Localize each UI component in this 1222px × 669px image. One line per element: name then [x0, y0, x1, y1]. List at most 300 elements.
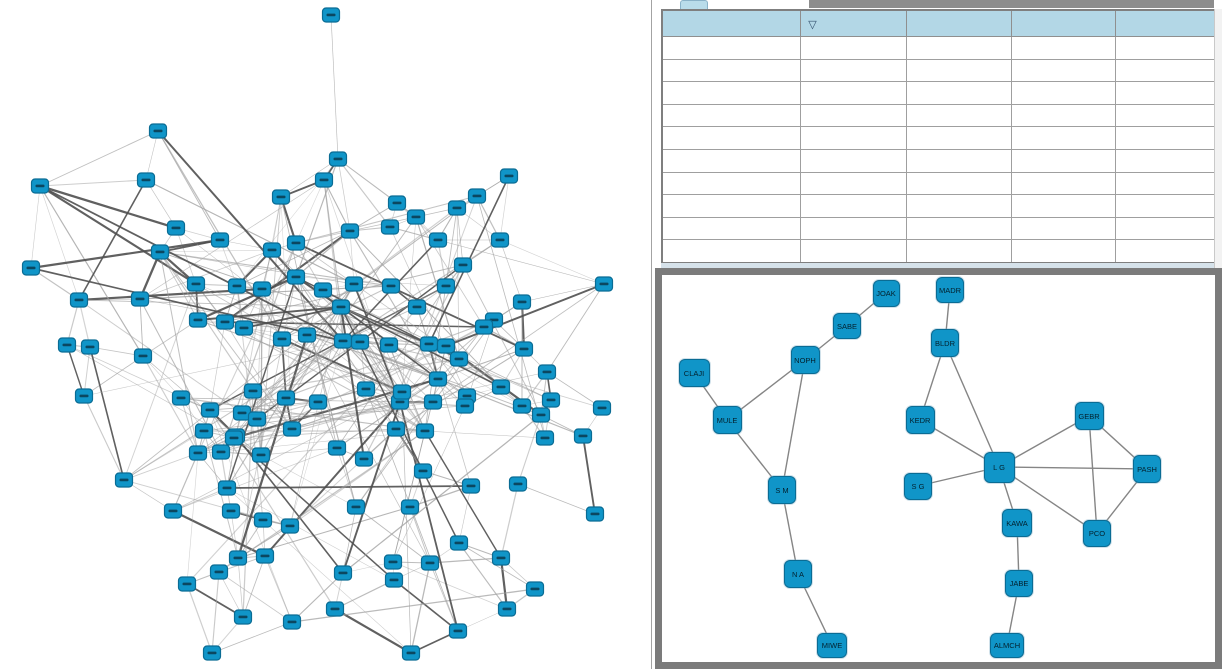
node-label-smudge	[258, 288, 267, 291]
overview-node[interactable]	[255, 513, 272, 527]
overview-node[interactable]	[501, 169, 518, 183]
node-label-smudge	[288, 621, 297, 624]
cell-value[interactable]	[801, 195, 907, 218]
overview-node[interactable]	[469, 189, 486, 203]
node-label-smudge	[156, 251, 165, 254]
cell-value[interactable]	[907, 217, 1012, 240]
cell-value[interactable]	[801, 127, 907, 150]
node-label-smudge	[86, 346, 95, 349]
overview-node[interactable]	[212, 233, 229, 247]
overview-node[interactable]	[335, 566, 352, 580]
detail-node-noph[interactable]	[791, 346, 820, 374]
detail-node-label: PASH	[1137, 464, 1157, 474]
detail-node-label: SABE	[836, 321, 857, 331]
column-header-end-point[interactable]	[1011, 10, 1115, 37]
table-row[interactable]	[662, 149, 1221, 172]
node-label-smudge	[514, 483, 523, 486]
overview-node[interactable]	[190, 313, 207, 327]
overview-node[interactable]	[389, 196, 406, 210]
filter-funnel-icon[interactable]: ▽	[808, 19, 817, 31]
overview-node[interactable]	[493, 551, 510, 565]
node-label-smudge	[288, 428, 297, 431]
overview-node[interactable]	[235, 610, 252, 624]
overview-node[interactable]	[457, 399, 474, 413]
table-header	[662, 10, 1221, 37]
cell-value[interactable]	[1011, 104, 1115, 127]
overview-node[interactable]	[422, 556, 439, 570]
overview-node[interactable]	[288, 270, 305, 284]
cell-shared-name[interactable]	[662, 59, 801, 82]
detail-node-madr[interactable]	[936, 277, 964, 303]
overview-node[interactable]	[179, 577, 196, 591]
overview-node[interactable]	[451, 536, 468, 550]
cell-value[interactable]	[801, 59, 907, 82]
node-label-smudge	[206, 409, 215, 412]
overview-edges	[31, 15, 604, 653]
overview-node[interactable]	[219, 481, 236, 495]
node-label-smudge	[319, 289, 328, 292]
overview-node[interactable]	[253, 448, 270, 462]
cell-shared-name[interactable]	[662, 127, 801, 150]
cell-value[interactable]	[907, 104, 1012, 127]
node-label-smudge	[442, 345, 451, 348]
node-label-smudge	[277, 196, 286, 199]
detail-node-almch[interactable]	[990, 633, 1024, 658]
detail-node-gebr[interactable]	[1075, 402, 1104, 430]
overview-node[interactable]	[59, 338, 76, 352]
detail-edge-NOPH-S M	[782, 360, 805, 490]
node-label-smudge	[27, 267, 36, 270]
node-label-smudge	[461, 405, 470, 408]
detail-node-bldr[interactable]	[931, 329, 959, 357]
node-label-smudge	[63, 344, 72, 347]
node-label-smudge	[278, 338, 287, 341]
detail-node-label: KAWA	[1006, 518, 1028, 528]
cell-value[interactable]	[801, 82, 907, 105]
overview-node[interactable]	[455, 258, 472, 272]
overview-node[interactable]	[382, 220, 399, 234]
detail-node-n-a[interactable]	[784, 560, 812, 588]
node-label-smudge	[339, 340, 348, 343]
toolbar-tab-fragment[interactable]	[680, 0, 708, 9]
overview-node[interactable]	[211, 565, 228, 579]
node-label-smudge	[194, 319, 203, 322]
overview-node[interactable]	[299, 328, 316, 342]
node-label-smudge	[598, 407, 607, 410]
overview-node[interactable]	[190, 446, 207, 460]
cell-value[interactable]	[1011, 59, 1115, 82]
detail-node-s-g[interactable]	[904, 473, 932, 500]
node-label-smudge	[396, 401, 405, 404]
overview-node[interactable]	[543, 393, 560, 407]
detail-node-pco[interactable]	[1083, 520, 1111, 547]
node-label-smudge	[320, 179, 329, 182]
node-label-smudge	[200, 430, 209, 433]
detail-node-sabe[interactable]	[833, 313, 861, 339]
overview-node[interactable]	[352, 335, 369, 349]
overview-node[interactable]	[514, 295, 531, 309]
overview-node[interactable]	[71, 293, 88, 307]
overview-node[interactable]	[168, 221, 185, 235]
overview-node[interactable]	[327, 602, 344, 616]
cell-value[interactable]	[1115, 37, 1221, 60]
cell-value[interactable]	[907, 59, 1012, 82]
cell-value[interactable]	[801, 37, 907, 60]
detail-node-label: MULE	[716, 415, 738, 425]
detail-node-jabe[interactable]	[1005, 570, 1033, 597]
overview-node[interactable]	[430, 372, 447, 386]
cell-value[interactable]	[1115, 127, 1221, 150]
overview-node[interactable]	[284, 615, 301, 629]
node-label-smudge	[434, 378, 443, 381]
detail-node-kawa[interactable]	[1002, 509, 1032, 537]
overview-node[interactable]	[425, 395, 442, 409]
overview-node[interactable]	[335, 334, 352, 348]
cell-value[interactable]	[1011, 240, 1115, 263]
overview-node[interactable]	[213, 445, 230, 459]
cell-value[interactable]	[907, 149, 1012, 172]
overview-node[interactable]	[135, 349, 152, 363]
node-label-smudge	[531, 588, 540, 591]
table-header-row	[662, 10, 1221, 37]
detail-node-claji[interactable]	[679, 359, 710, 387]
overview-node[interactable]	[138, 173, 155, 187]
overview-node[interactable]	[329, 441, 346, 455]
overview-node[interactable]	[245, 384, 262, 398]
table-toolbar-fragment	[659, 0, 1222, 9]
node-label-smudge	[385, 344, 394, 347]
cell-value[interactable]	[1115, 240, 1221, 263]
detail-node-label: MIWE	[821, 640, 843, 650]
overview-node[interactable]	[492, 233, 509, 247]
overview-node[interactable]	[257, 549, 274, 563]
detail-node-label: PCO	[1088, 528, 1106, 538]
cell-value[interactable]	[1115, 172, 1221, 195]
overview-node[interactable]	[202, 403, 219, 417]
node-label-smudge	[455, 358, 464, 361]
overview-node[interactable]	[288, 236, 305, 250]
node-label-smudge	[455, 542, 464, 545]
node-label-smudge	[406, 506, 415, 509]
overview-node[interactable]	[356, 452, 373, 466]
cell-shared-name[interactable]	[662, 240, 801, 263]
table-row[interactable]	[662, 82, 1221, 105]
overview-node[interactable]	[165, 504, 182, 518]
node-label-smudge	[387, 285, 396, 288]
node-label-smudge	[407, 652, 416, 655]
node-label-smudge	[454, 630, 463, 633]
overview-node[interactable]	[217, 315, 234, 329]
cell-shared-name[interactable]	[662, 172, 801, 195]
detail-node-label: NOPH	[794, 355, 816, 365]
cell-value[interactable]	[1011, 37, 1115, 60]
detail-node-label: MADR	[938, 285, 962, 295]
overview-node[interactable]	[342, 224, 359, 238]
overview-node[interactable]	[594, 401, 611, 415]
overview-node[interactable]	[333, 300, 350, 314]
cell-value[interactable]	[1115, 104, 1221, 127]
cell-value[interactable]	[907, 82, 1012, 105]
node-label-smudge	[230, 437, 239, 440]
node-label-smudge	[547, 399, 556, 402]
overview-node[interactable]	[421, 337, 438, 351]
overview-node[interactable]	[516, 342, 533, 356]
overview-node[interactable]	[493, 380, 510, 394]
cell-value[interactable]	[801, 172, 907, 195]
overview-node[interactable]	[282, 519, 299, 533]
node-label-smudge	[434, 239, 443, 242]
overview-node[interactable]	[430, 233, 447, 247]
overview-node[interactable]	[150, 124, 167, 138]
overview-node[interactable]	[274, 332, 291, 346]
column-header-chrom-[interactable]	[801, 10, 907, 37]
cell-value[interactable]	[1011, 149, 1115, 172]
cell-value[interactable]	[907, 37, 1012, 60]
column-header-shared-name[interactable]	[662, 10, 801, 37]
cell-value[interactable]	[1011, 127, 1115, 150]
cell-shared-name[interactable]	[662, 149, 801, 172]
overview-node[interactable]	[381, 338, 398, 352]
node-label-smudge	[600, 283, 609, 286]
cell-value[interactable]	[1115, 149, 1221, 172]
cell-value[interactable]	[801, 104, 907, 127]
cell-value[interactable]	[1011, 195, 1115, 218]
overview-node[interactable]	[537, 431, 554, 445]
overview-node[interactable]	[403, 646, 420, 660]
overview-node[interactable]	[514, 399, 531, 413]
node-label-smudge	[169, 510, 178, 513]
node-label-smudge	[177, 397, 186, 400]
overview-node[interactable]	[451, 352, 468, 366]
node-label-smudge	[453, 207, 462, 210]
overview-node[interactable]	[173, 391, 190, 405]
cell-shared-name[interactable]	[662, 82, 801, 105]
node-label-smudge	[239, 616, 248, 619]
detail-node-mule[interactable]	[713, 406, 742, 434]
detail-edge-BLDR-L G	[945, 343, 999, 467]
node-label-smudge	[331, 608, 340, 611]
overview-node[interactable]	[223, 504, 240, 518]
node-label-smudge	[337, 306, 346, 309]
overview-node[interactable]	[527, 582, 544, 596]
node-label-smudge	[286, 525, 295, 528]
node-label-smudge	[362, 388, 371, 391]
overview-node[interactable]	[310, 395, 327, 409]
node-label-smudge	[480, 326, 489, 329]
cell-shared-name[interactable]	[662, 104, 801, 127]
node-label-smudge	[463, 395, 472, 398]
overview-node[interactable]	[394, 385, 411, 399]
cell-value[interactable]	[1011, 172, 1115, 195]
overview-node[interactable]	[348, 500, 365, 514]
node-label-smudge	[259, 519, 268, 522]
cell-value[interactable]	[907, 172, 1012, 195]
table-row[interactable]	[662, 172, 1221, 195]
overview-node[interactable]	[23, 261, 40, 275]
overview-node[interactable]	[575, 429, 592, 443]
node-label-smudge	[183, 583, 192, 586]
overview-node[interactable]	[596, 277, 613, 291]
cell-value[interactable]	[1115, 59, 1221, 82]
table-row[interactable]	[662, 240, 1221, 263]
node-label-smudge	[467, 485, 476, 488]
overview-node[interactable]	[254, 282, 271, 296]
node-label-smudge	[360, 458, 369, 461]
node-label-smudge	[292, 242, 301, 245]
node-label-smudge	[194, 452, 203, 455]
overview-node[interactable]	[402, 500, 419, 514]
overview-node[interactable]	[510, 477, 527, 491]
detail-network-panel[interactable]	[655, 268, 1222, 669]
overview-node[interactable]	[438, 339, 455, 353]
node-label-smudge	[505, 175, 514, 178]
detail-node-kedr[interactable]	[906, 406, 935, 434]
overview-node[interactable]	[408, 210, 425, 224]
node-label-smudge	[233, 285, 242, 288]
overview-node[interactable]	[226, 431, 243, 445]
overview-node[interactable]	[358, 382, 375, 396]
overview-node[interactable]	[76, 389, 93, 403]
overview-node[interactable]	[450, 624, 467, 638]
overview-node[interactable]	[196, 424, 213, 438]
cell-value[interactable]	[907, 195, 1012, 218]
cell-value[interactable]	[1011, 217, 1115, 240]
overview-node[interactable]	[316, 173, 333, 187]
detail-node-l-g[interactable]	[984, 452, 1015, 483]
node-label-smudge	[154, 130, 163, 133]
cell-value[interactable]	[1115, 82, 1221, 105]
cell-shared-name[interactable]	[662, 37, 801, 60]
overview-node[interactable]	[284, 422, 301, 436]
cell-value[interactable]	[1115, 195, 1221, 218]
node-label-smudge	[120, 479, 129, 482]
node-label-smudge	[136, 298, 145, 301]
overview-node[interactable]	[315, 283, 332, 297]
cell-shared-name[interactable]	[662, 217, 801, 240]
node-label-smudge	[314, 401, 323, 404]
table-row[interactable]	[662, 195, 1221, 218]
detail-edge-GEBR-PCO	[1089, 416, 1097, 533]
overview-node[interactable]	[230, 551, 247, 565]
cell-value[interactable]	[801, 149, 907, 172]
node-label-smudge	[80, 395, 89, 398]
overview-node[interactable]	[82, 340, 99, 354]
node-label-smudge	[208, 652, 217, 655]
table-row[interactable]	[662, 217, 1221, 240]
detail-node-s-m[interactable]	[768, 476, 796, 504]
detail-node-pash[interactable]	[1133, 455, 1161, 483]
cell-value[interactable]	[907, 127, 1012, 150]
table-row[interactable]	[662, 104, 1221, 127]
table-vscrollbar-track[interactable]	[1214, 9, 1222, 268]
table-row[interactable]	[662, 127, 1221, 150]
node-label-smudge	[303, 334, 312, 337]
table-row[interactable]	[662, 59, 1221, 82]
overview-node[interactable]	[386, 573, 403, 587]
detail-node-label: CLAJI	[683, 368, 705, 378]
node-label-smudge	[249, 390, 258, 393]
node-label-smudge	[412, 216, 421, 219]
node-label-smudge	[537, 414, 546, 417]
overview-node[interactable]	[499, 602, 516, 616]
overview-node[interactable]	[249, 412, 266, 426]
table-row[interactable]	[662, 37, 1221, 60]
node-label-smudge	[192, 283, 201, 286]
detail-node-label: N A	[791, 569, 805, 579]
detail-node-label: BLDR	[934, 338, 955, 348]
overview-node[interactable]	[476, 320, 493, 334]
node-label-smudge	[234, 557, 243, 560]
overview-node[interactable]	[236, 321, 253, 335]
node-label-smudge	[333, 447, 342, 450]
node-label-smudge	[413, 306, 422, 309]
cell-value[interactable]	[801, 217, 907, 240]
overview-node[interactable]	[188, 277, 205, 291]
detail-node-joak[interactable]	[873, 280, 900, 307]
node-label-smudge	[257, 454, 266, 457]
overview-node[interactable]	[116, 473, 133, 487]
column-header-start-po-[interactable]	[907, 10, 1012, 37]
overview-node[interactable]	[587, 507, 604, 521]
overview-node[interactable]	[264, 243, 281, 257]
node-label-smudge	[459, 264, 468, 267]
node-label-smudge	[518, 301, 527, 304]
detail-node-miwe[interactable]	[817, 633, 847, 658]
overview-node[interactable]	[438, 279, 455, 293]
detail-node-label: GEBR	[1078, 411, 1100, 421]
detail-node-label: JABE	[1009, 578, 1029, 588]
overview-node[interactable]	[152, 245, 169, 259]
overview-node[interactable]	[409, 300, 426, 314]
overview-node[interactable]	[346, 277, 363, 291]
overview-node[interactable]	[330, 152, 347, 166]
detail-node-label: S G	[911, 481, 925, 491]
cell-value[interactable]	[801, 240, 907, 263]
cell-value[interactable]	[1011, 82, 1115, 105]
overview-node[interactable]	[32, 179, 49, 193]
overview-node[interactable]	[463, 479, 480, 493]
overview-node[interactable]	[132, 292, 149, 306]
node-label-smudge	[393, 202, 402, 205]
overview-node[interactable]	[385, 555, 402, 569]
cell-value[interactable]	[907, 240, 1012, 263]
overview-node[interactable]	[383, 279, 400, 293]
node-label-smudge	[215, 571, 224, 574]
overview-node[interactable]	[449, 201, 466, 215]
column-header-genetic-[interactable]	[1115, 10, 1221, 37]
overview-node[interactable]	[278, 391, 295, 405]
overview-node[interactable]	[417, 424, 434, 438]
overview-node[interactable]	[415, 464, 432, 478]
overview-node[interactable]	[204, 646, 221, 660]
overview-node[interactable]	[273, 190, 290, 204]
overview-node[interactable]	[533, 408, 550, 422]
overview-node[interactable]	[388, 422, 405, 436]
node-label-smudge	[352, 506, 361, 509]
node-label-smudge	[520, 348, 529, 351]
node-label-smudge	[227, 510, 236, 513]
cell-value[interactable]	[1115, 217, 1221, 240]
overview-node[interactable]	[539, 365, 556, 379]
node-label-smudge	[36, 185, 45, 188]
overview-node[interactable]	[229, 279, 246, 293]
node-label-smudge	[327, 14, 336, 17]
edge-attribute-table	[661, 9, 1222, 264]
detail-edge-L G-PASH	[999, 467, 1147, 469]
overview-node[interactable]	[323, 8, 340, 22]
node-label-smudge	[541, 437, 550, 440]
cell-shared-name[interactable]	[662, 195, 801, 218]
